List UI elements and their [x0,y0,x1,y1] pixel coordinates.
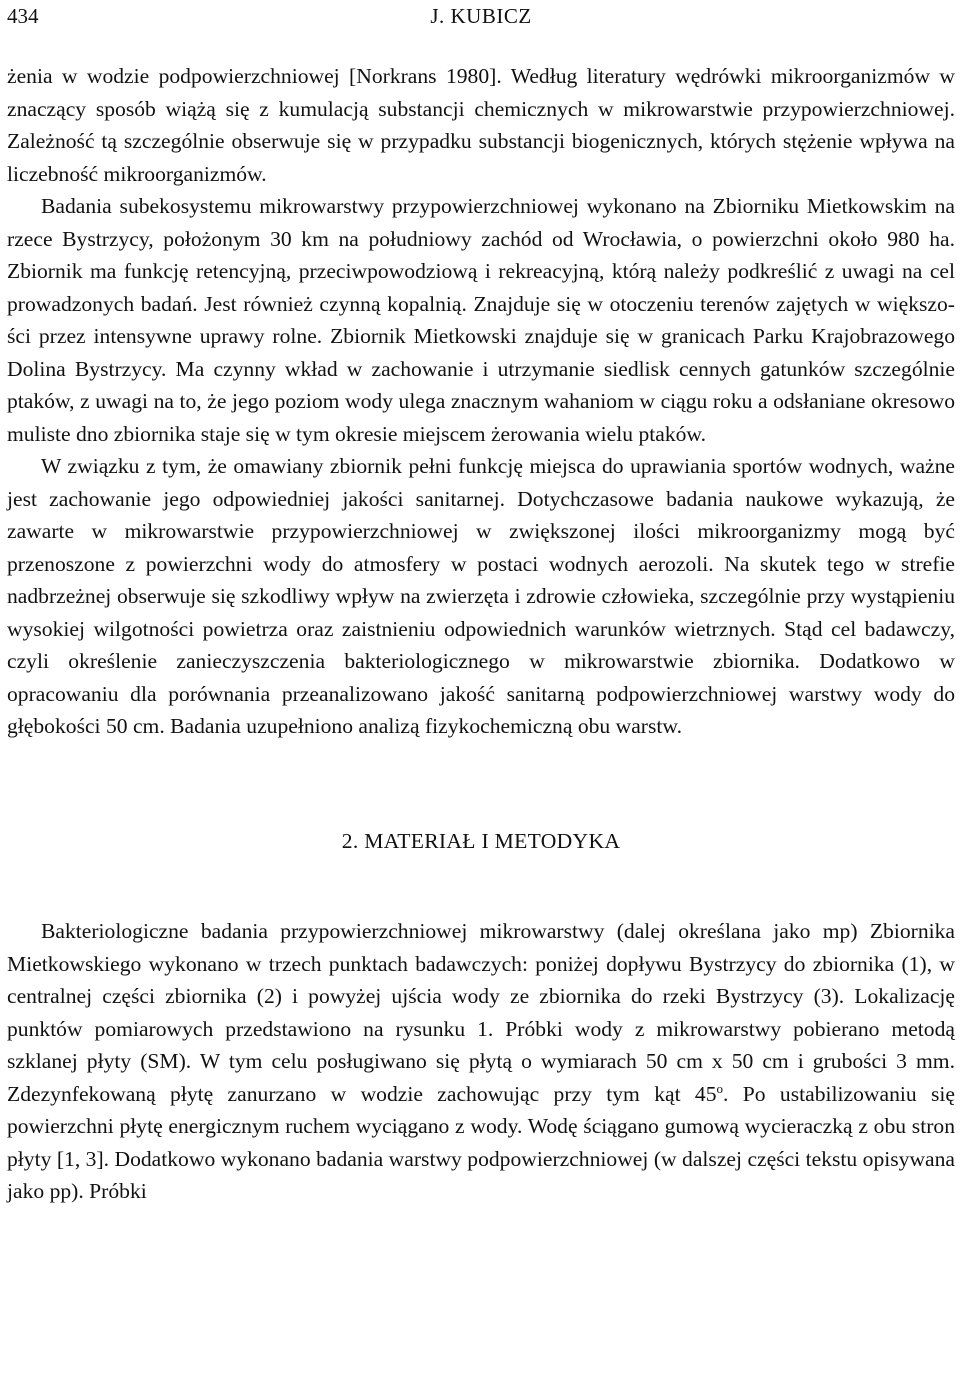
intro-paragraph-2: Badania subekosystemu mikrowarstwy przypowierzchniowej wykonano na Zbiorniku Mietkowskim na rzece Bystrzycy, położonym 30 km na południowy zachód od Wrocławia, o powierzchni około 980 ha. Zbiornik ma funkcję retencyjną, przeciwpowodziową i rekreacyjną, którą należy podkreślić z uwagi na cel prowadzonych badań. Jest również czynną kopalnią. Znajduje się w otoczeniu terenów zajętych w większości przez intensywne uprawy rolne. Zbiornik Mietkowski znajduje się w granicach Parku Krajobrazowego Dolina Bystrzycy. Ma czynny wkład w zachowanie i utrzymanie siedlisk cennych gatunków szczególnie ptaków, z uwagi na to, że jego poziom wody ulega znacznym wahaniom w ciągu roku a odsłaniane okresowo muliste dno zbiornika staje się w tym okresie miejscem żerowania wielu ptaków. [7,194,955,446]
methods-text-end: . Po ustabilizowaniu się powierzchni płytę energicznym ruchem wyciągano z wody. Wodę ściągano gumową wycieraczką z obu stron płyty [1, 3]. Dodatkowo wykonano badania warstwy podpowierzchniowej (w dalszej części tekstu opisywana jako pp). Próbki [7,1081,956,1203]
running-head: J. KUBICZ [430,4,532,28]
section-heading: 2. MATERIAŁ I METODYKA [341,828,621,853]
document-page [7,0,955,1208]
page-header [7,0,955,60]
body-text [7,60,955,1208]
page-number: 434 [7,4,39,28]
methods-text-start: Bakteriologiczne badania przypowierzchniowej mikrowarstwy (dalej określana jako mp) Zbiornika Mietkowskiego wykonano w trzech punktach badawczych: poniżej dopływu Bystrzycy do zbiornika (1), w centralnej części zbiornika (2) i powyżej ujścia wody ze zbiornika do rzeki Bystrzycy (3). Lokalizację punktów pomiarowych przedstawiono na rysunku 1. Próbki wody z mikrowarstwy pobierano metodą szklanej płyty (SM). W tym celu posługiwano się płytą o wymiarach 50 cm x 50 cm i grubości 3 mm. Zdezynfekowaną płytę zanurzano w wodzie zachowując przy tym kąt 45 [7,919,955,1106]
degree-superscript: o [716,1080,724,1096]
intro-paragraph-1: żenia w wodzie podpowierzchniowej [Norkrans 1980]. Według literatury wędrówki mikroorganizmów w znaczący sposób wiążą się z kumulacją substancji chemicznych w mikrowarstwie przypowierzchniowej. Zależność tą szczególnie obserwuje się w przypadku substancji biogenicznych, których stężenie wpływa na liczebność mikroorganizmów. [7,64,955,186]
intro-paragraph-3: W związku z tym, że omawiany zbiornik pełni funkcję miejsca do uprawiania sportów wodnych, ważne jest zachowanie jego odpowiedniej jakości sanitarnej. Dotychczasowe badania naukowe wykazują, że zawarte w mikrowarstwie przypowierzchniowej w zwiększonej ilości mikroorganizmy mogą być przenoszone z powierzchni wody do atmosfery w postaci wodnych aerozoli. Na skutek tego w strefie nadbrzeżnej obserwuje się szkodliwy wpływ na zwierzęta i zdrowie człowieka, szczególnie przy wystąpieniu wysokiej wilgotności powietrza oraz zaistnieniu odpowiednich warunków wietrznych. Stąd cel badawczy, czyli określenie zanieczyszczenia bakteriologicznego w mikrowarstwie zbiornika. Dodatkowo w opracowaniu dla porównania przeanalizowano jakość sanitarną podpowierzchniowej warstwy wody do głębokości 50 cm. Badania uzupełniono analizą fizykochemiczną obu warstw. [7,454,955,738]
methods-paragraph-1 [7,915,955,1208]
